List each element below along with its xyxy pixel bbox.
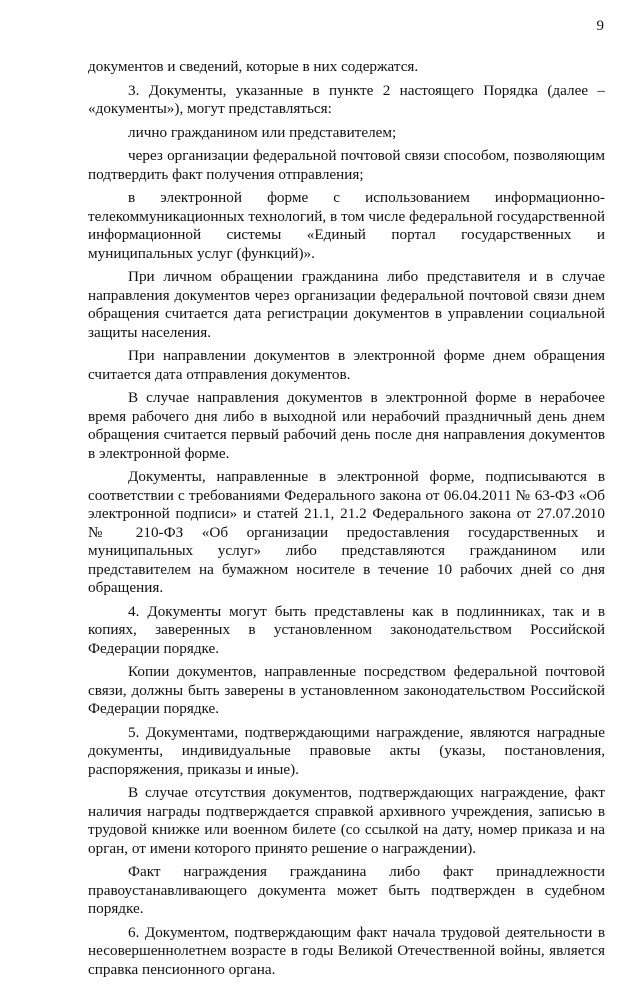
paragraph-item-5: 5. Документами, подтверждающими награждение, являются наградные документы, индивидуальные правовые акты (указы, постановления, распоряжения, приказы и иные).: [88, 723, 605, 778]
paragraph-option-in-person: лично гражданином или представителем;: [128, 123, 397, 141]
paragraph-electronic-signature: Документы, направленные в электронной форме, подписываются в соответствии с требованиями Федерального закона от 06.04.2011 № 63-ФЗ «Об электронной подписи» и статей 21.1, 21.2 Федерального закона от 27.07.2010 № 210-ФЗ «Об организации предоставления государственных и муниципальных услуг» либо представляются гражданином или представителем на бумажном носителе в течение 10 рабочих дней со дня обращения.: [88, 468, 605, 596]
document-body: [88, 58, 605, 984]
paragraph-option-electronic: в электронной форме с использованием информационно-телекоммуникационных технологий, в том числе федеральной государственной информационной системы «Единый портал государственных и муниципальных услуг (функций)».: [88, 189, 605, 262]
paragraph-item-6: 6. Документом, подтверждающим факт начала трудовой деятельности в несовершеннолетнем возрасте в годы Великой Отечественной войны, является справка пенсионного органа.: [88, 923, 605, 978]
paragraph-option-post: через организации федеральной почтовой связи способом, позволяющим подтвердить факт получения отправления;: [88, 147, 605, 183]
paragraph-item-4: 4. Документы могут быть представлены как в подлинниках, так и в копиях, заверенных в установленном законодательством Российской Федерации порядке.: [88, 602, 605, 657]
paragraph-personal-application: При личном обращении гражданина либо представителя и в случае направления документов через организации федеральной почтовой связи днем обращения считается дата регистрации документов в управлении социальной защиты населения.: [88, 268, 605, 341]
paragraph-item-3: 3. Документы, указанные в пункте 2 настоящего Порядка (далее – «документы»), могут представляться:: [88, 81, 605, 117]
paragraph-court-confirmation: Факт награждения гражданина либо факт принадлежности правоустанавливающего документа может быть подтвержден в судебном порядке.: [88, 863, 605, 917]
paragraph-nonworking-time: В случае направления документов в электронной форме в нерабочее время рабочего дня либо в выходной или нерабочий праздничный день днем обращения считается первый рабочий день после дня направления документов в электронной форме.: [88, 389, 605, 462]
paragraph-postal-copies: Копии документов, направленные посредством федеральной почтовой связи, должны быть заверены в установленном законодательством Российской Федерации порядке.: [88, 663, 605, 717]
paragraph-continuation: документов и сведений, которые в них содержатся.: [88, 58, 419, 75]
paragraph-electronic-date: При направлении документов в электронной форме днем обращения считается дата отправления документов.: [88, 347, 605, 383]
paragraph-missing-documents: В случае отсутствия документов, подтверждающих награждение, факт наличия награды подтверждается справкой архивного учреждения, записью в трудовой книжке или военном билете (со ссылкой на дату, номер приказа и на орган, от имени которого принято решение о награждении).: [88, 784, 605, 857]
page-number: 9: [596, 18, 604, 34]
